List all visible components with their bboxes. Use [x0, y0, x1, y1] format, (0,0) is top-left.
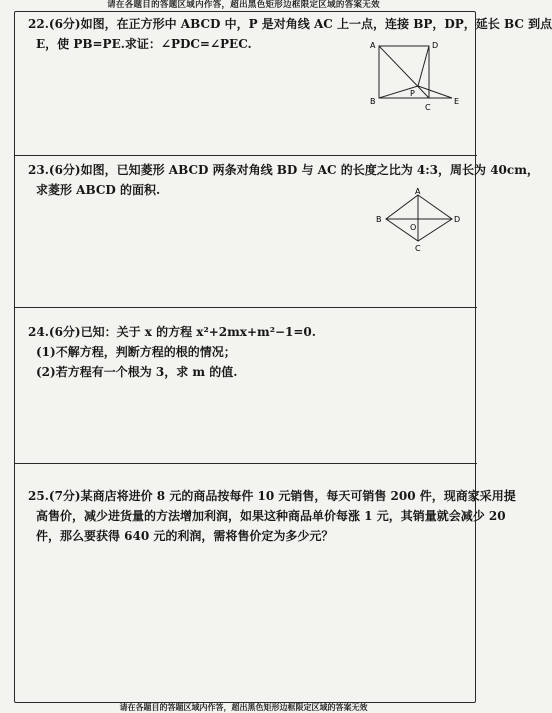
question-22-line-1	[28, 14, 552, 34]
question-24-part-2: (2)若方程有一个根为 3，求 m 的值.	[36, 365, 238, 379]
label-b: B	[376, 215, 382, 224]
question-score: (7分)	[48, 489, 81, 503]
label-a: A	[415, 187, 421, 196]
footer-notice: 请在各题目的答题区域内作答，超出黑色矩形边框限定区域的答案无效	[119, 702, 368, 712]
answer-area-notice: 请在各题目的答题区域内作答，超出黑色矩形边框限定区域的答案无效	[107, 0, 380, 10]
question-number: 22.	[28, 17, 49, 31]
label-a: A	[370, 41, 376, 50]
label-c: C	[415, 244, 421, 253]
segment-dp	[418, 46, 429, 86]
section-divider	[14, 155, 477, 156]
question-score: (6分)	[48, 17, 81, 31]
question-text: 如图，在正方形中 ABCD 中，P 是对角线 AC 上一点，连接 BP，DP，延长 BC 到点	[80, 17, 552, 31]
label-c: C	[425, 103, 431, 112]
question-22-line-2: E，使 PB=PE.求证：∠PDC=∠PEC.	[36, 37, 252, 51]
question-23-line-1	[28, 160, 539, 180]
rhombus-abcd	[386, 195, 452, 241]
label-b: B	[370, 97, 376, 106]
question-24-line-1	[28, 322, 316, 342]
section-divider	[14, 307, 477, 308]
question-24	[28, 322, 316, 382]
question-25-line-1	[28, 486, 516, 506]
section-divider	[14, 463, 477, 464]
question-24-part-1: (1)不解方程，判断方程的根的情况；	[36, 345, 236, 359]
label-d: D	[454, 215, 461, 224]
label-d: D	[432, 41, 439, 50]
question-25-line-2: 高售价，减少进货量的方法增加利润，如果这种商品单价每涨 1 元，其销量就会减少 20	[36, 509, 506, 523]
label-e: E	[454, 97, 460, 106]
label-p: P	[410, 89, 415, 98]
question-score: (6分)	[48, 163, 81, 177]
rhombus-figure	[374, 188, 464, 254]
question-text: 某商店将进价 8 元的商品按每件 10 元销售，每天可销售 200 件，现商家采用提	[80, 489, 516, 503]
question-text: 如图，已知菱形 ABCD 两条对角线 BD 与 AC 的长度之比为 4:3，周长为 40cm，	[80, 163, 539, 177]
question-text: 已知：关于 x 的方程 x²+2mx+m²−1=0.	[80, 325, 316, 339]
question-number: 24.	[28, 325, 49, 339]
question-number: 23.	[28, 163, 49, 177]
question-25	[28, 486, 516, 546]
question-score: (6分)	[48, 325, 81, 339]
label-o: O	[410, 223, 417, 232]
square-figure	[364, 36, 474, 116]
question-25-line-3: 件，那么要获得 640 元的利润，需将售价定为多少元？	[36, 529, 334, 543]
question-23-line-2: 求菱形 ABCD 的面积.	[36, 183, 161, 197]
question-number: 25.	[28, 489, 49, 503]
